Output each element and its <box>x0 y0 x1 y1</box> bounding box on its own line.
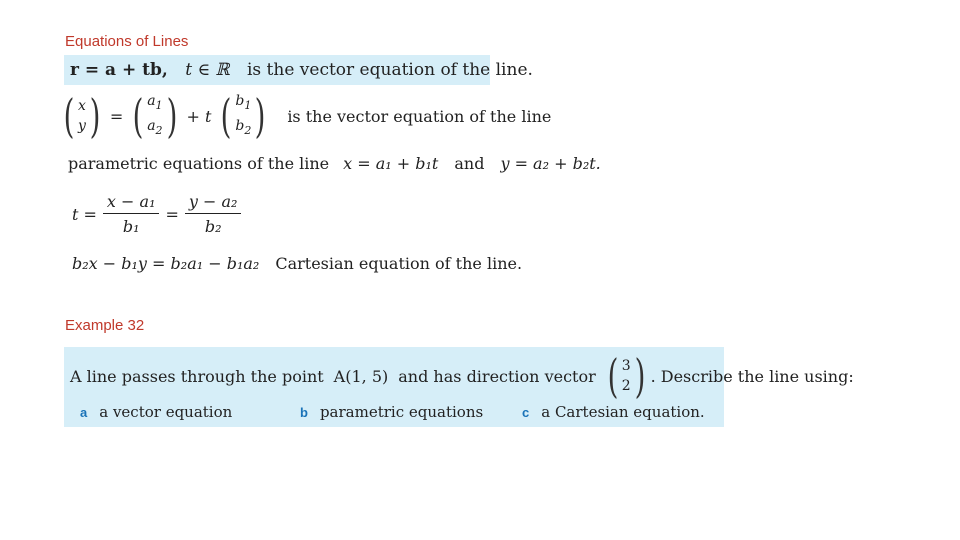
parametric-and: and <box>454 154 485 173</box>
column-vector-xy: ( x y ) <box>63 89 101 143</box>
vector-equation-lhs: r = a + tb, <box>70 60 168 80</box>
fraction-x <box>103 192 160 236</box>
example-sentence-a: A line passes through the point <box>70 366 324 386</box>
parametric-equations <box>68 154 601 173</box>
cartesian-equation <box>72 254 522 273</box>
parametric-prefix: parametric equations of the line <box>68 154 330 173</box>
part-a: a a vector equation <box>80 403 233 421</box>
fraction-x-denominator: b₁ <box>122 217 140 236</box>
part-c: c a Cartesian equation. <box>522 403 705 421</box>
cartesian-text: Cartesian equation of the line. <box>275 254 523 273</box>
example-vec-bottom: 2 <box>621 378 631 394</box>
symmetric-t: t = <box>72 204 97 224</box>
example-direction-vector: ( 3 2 ) <box>607 349 645 403</box>
column-equation-text: is the vector equation of the line <box>287 106 552 126</box>
symmetric-equation <box>72 192 247 236</box>
section-title: Equations of Lines <box>65 33 189 50</box>
cartesian-eq: b₂x − b₁y = b₂a₁ − b₁a₂ <box>72 254 260 273</box>
example-title: Example 32 <box>65 317 145 334</box>
fraction-y-denominator: b₂ <box>204 217 222 236</box>
example-sentence-b: and has direction vector <box>398 366 596 386</box>
column-vector-equation: ( x y ) = ( $a_1$ $a_2$ ) + t ( $b_1$ $b_2$ ) is the vector equation of the line <box>58 92 551 140</box>
example-box <box>64 347 854 427</box>
fraction-y <box>185 192 242 236</box>
parametric-eq-x: x = a₁ + b₁t <box>343 154 439 173</box>
vector-equation-domain: t ∈ ℝ <box>185 60 230 80</box>
symmetric-equals: = <box>165 204 179 224</box>
vector-equation-text: is the vector equation of the line. <box>246 60 533 80</box>
column-vector-a: ( $a_1$ $a_2$ ) <box>132 89 177 143</box>
fraction-x-numerator: x − a₁ <box>103 192 160 214</box>
column-vector-b: ( $b_1$ $b_2$ ) <box>221 89 266 143</box>
part-b: b parametric equations <box>300 403 484 421</box>
example-sentence-c: . Describe the line using: <box>650 366 854 386</box>
parametric-eq-y: y = a₂ + b₂t. <box>500 154 601 173</box>
fraction-y-numerator: y − a₂ <box>185 192 242 214</box>
example-vec-top: 3 <box>621 358 631 374</box>
example-parts <box>80 403 705 421</box>
example-point: A(1, 5) <box>333 366 389 386</box>
vector-equation-box <box>64 55 533 85</box>
example-sentence <box>70 349 854 403</box>
